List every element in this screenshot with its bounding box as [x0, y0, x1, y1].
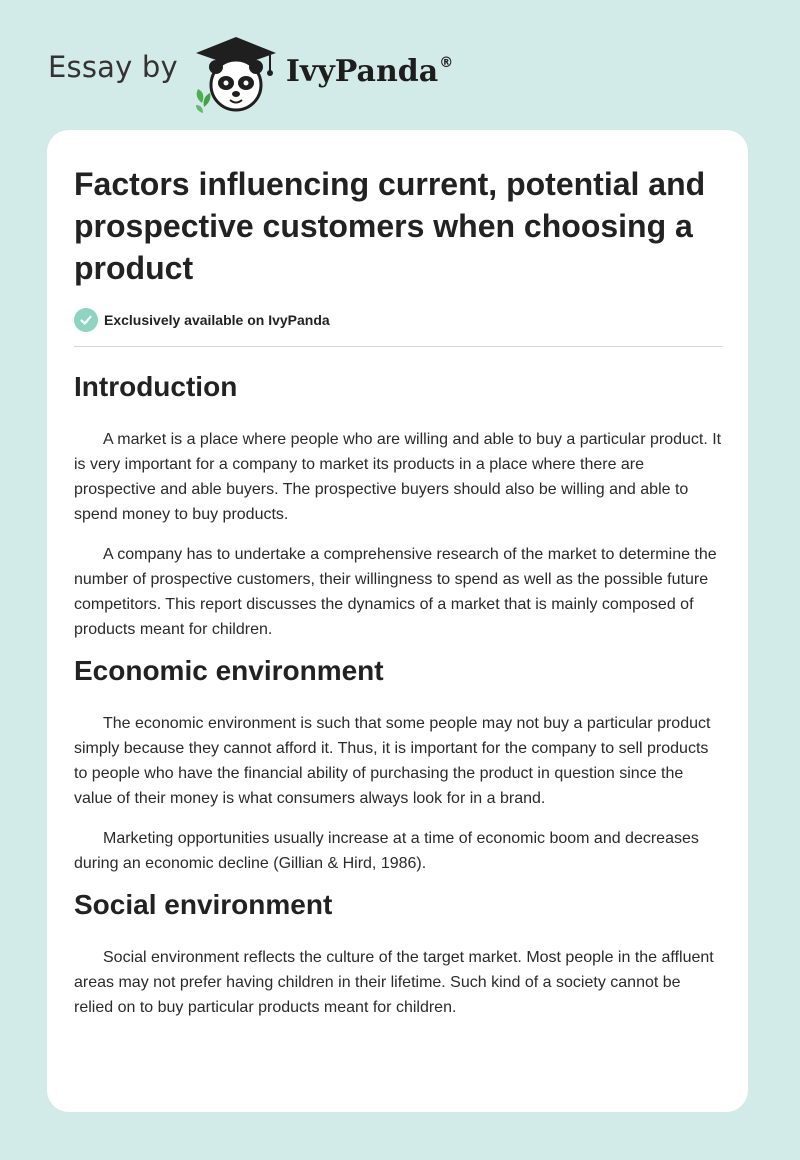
divider — [74, 346, 723, 347]
badge-text: Exclusively available on IvyPanda — [104, 312, 330, 328]
paragraph: The economic environment is such that some people may not buy a particular product simply because they cannot afford it. Thus, it is important for the company to sell products to people who have the financial ability of purchasing the product in question since the value of their money is what consumers always look for in a brand. — [74, 715, 711, 807]
essay-card — [47, 130, 748, 1112]
paragraph: Marketing opportunities usually increase at a time of economic boom and decreases during an economic decline (Gillian & Hird, 1986). — [74, 830, 699, 872]
section-heading-economic-environment: Economic environment — [74, 655, 384, 686]
paragraph: Social environment reflects the culture of the target market. Most people in the affluent areas may not prefer having children in their lifetime. Such kind of a society cannot be relied on to buy particular products meant for children. — [74, 949, 714, 1016]
essay-by-label: Essay by — [48, 50, 178, 84]
check-icon — [74, 308, 98, 332]
brand-header[interactable] — [48, 28, 453, 118]
paragraph: A company has to undertake a comprehensive research of the market to determine the number of prospective customers, their willingness to spend as well as the possible future competitors. This report discusses the dynamics of a market that is mainly composed of products meant for children. — [74, 546, 717, 638]
ivy-leaf-icon — [196, 89, 210, 113]
section-heading-social-environment: Social environment — [74, 889, 333, 920]
brand-name: IvyPanda® — [285, 53, 454, 89]
exclusive-badge — [74, 307, 723, 333]
essay-content — [74, 163, 723, 1020]
panda-logo-icon — [190, 31, 282, 115]
paragraph: A market is a place where people who are willing and able to buy a particular product. It is very important for a company to market its products in a place where there are prospective and able buyers. The prospective buyers should also be willing and able to spend money to buy products. — [74, 431, 722, 523]
page-title: Factors influencing current, potential and prospective customers when choosing a product — [74, 166, 706, 286]
section-heading-introduction: Introduction — [74, 371, 238, 402]
